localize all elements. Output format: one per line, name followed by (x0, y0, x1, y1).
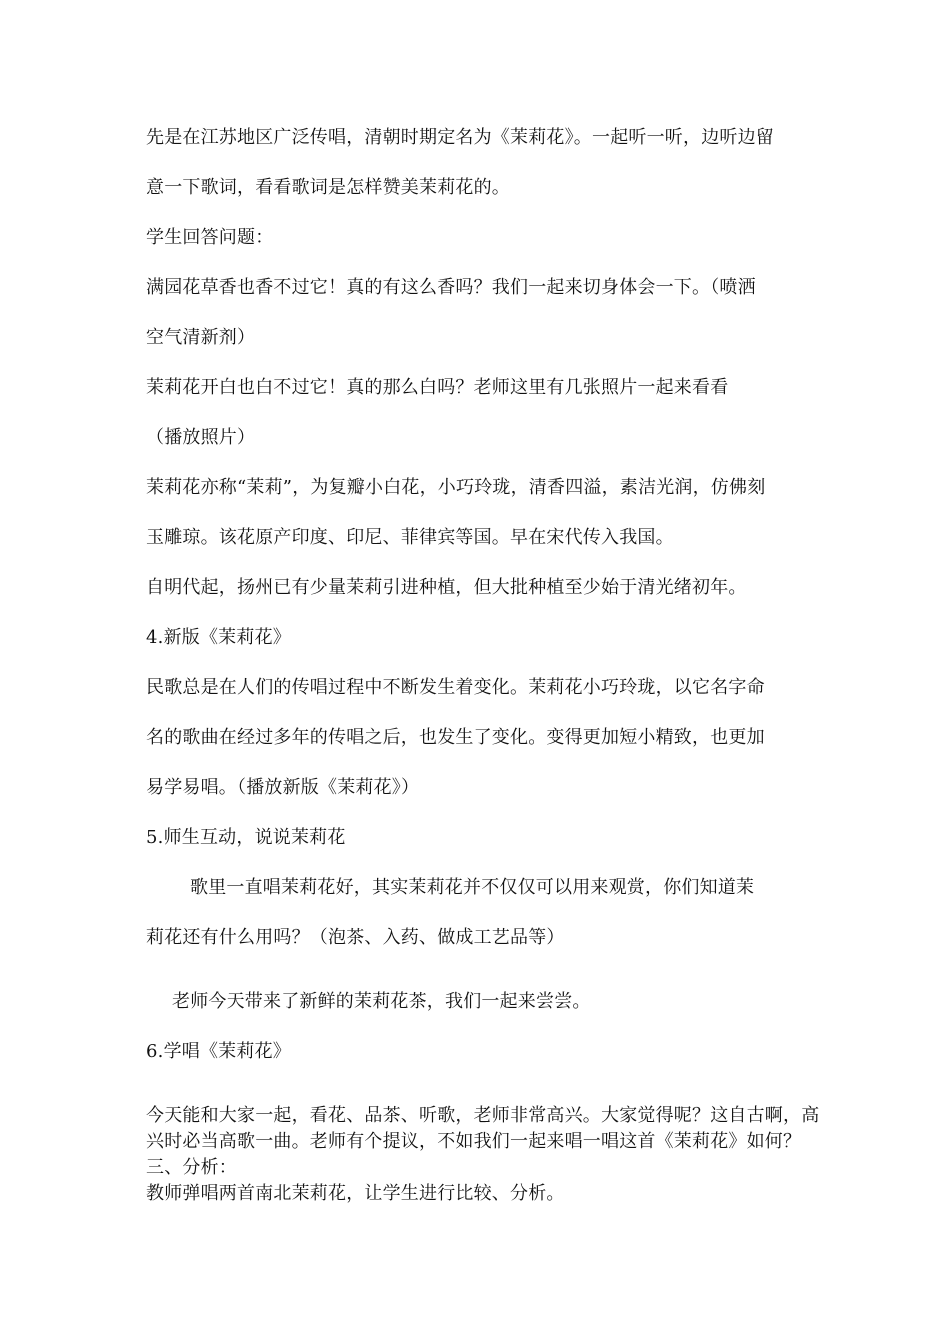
paragraph-line: 歌里一直唱茉莉花好，其实茉莉花并不仅仅可以用来观赏，你们知道茉 (190, 877, 755, 898)
paragraph-line: 教师弹唱两首南北茉莉花，让学生进行比较、分析。 (146, 1183, 565, 1204)
paragraph-line: 自明代起，扬州已有少量茉莉引进种植，但大批种植至少始于清光绪初年。 (146, 577, 747, 598)
section-heading: 三、分析： (146, 1157, 237, 1178)
section-heading: 4.新版《茉莉花》 (146, 627, 291, 648)
paragraph-line: 满园花草香也香不过它！真的有这么香吗？我们一起来切身体会一下。（喷洒 (146, 277, 756, 298)
section-heading: 5.师生互动，说说茉莉花 (146, 827, 346, 848)
paragraph-line: 茉莉花亦称“茉莉”，为复瓣小白花，小巧玲珑，清香四溢，素洁光润，仿佛刻 (146, 477, 766, 498)
paragraph-line: 易学易唱。（播放新版《茉莉花》） (146, 777, 420, 798)
paragraph-line: 先是在江苏地区广泛传唱，清朝时期定名为《茉莉花》。一起听一听，边听边留 (146, 127, 774, 148)
paragraph-line: 学生回答问题： (146, 227, 274, 248)
paragraph-line: 玉雕琼。该花原产印度、印尼、菲律宾等国。早在宋代传入我国。 (146, 527, 674, 548)
paragraph-line: 老师今天带来了新鲜的茉莉花茶，我们一起来尝尝。 (172, 991, 591, 1012)
paragraph-line: 民歌总是在人们的传唱过程中不断发生着变化。茉莉花小巧玲珑，以它名字命 (146, 677, 765, 698)
section-heading: 6.学唱《茉莉花》 (146, 1041, 291, 1062)
paragraph-line: 莉花还有什么用吗？（泡茶、入药、做成工艺品等） (146, 927, 565, 948)
paragraph-line: 兴时必当高歌一曲。老师有个提议，不如我们一起来唱一唱这首《茉莉花》如何？ (146, 1131, 802, 1152)
paragraph-line: 空气清新剂） (146, 327, 256, 348)
paragraph-line: （播放照片） (146, 427, 256, 448)
paragraph-line: 茉莉花开白也白不过它！真的那么白吗？老师这里有几张照片一起来看看 (146, 377, 729, 398)
paragraph-line: 今天能和大家一起，看花、品茶、听歌，老师非常高兴。大家觉得呢？这自古啊，高 (146, 1105, 820, 1126)
paragraph-line: 意一下歌词，看看歌词是怎样赞美茉莉花的。 (146, 177, 510, 198)
paragraph-line: 名的歌曲在经过多年的传唱之后，也发生了变化。变得更加短小精致，也更加 (146, 727, 765, 748)
